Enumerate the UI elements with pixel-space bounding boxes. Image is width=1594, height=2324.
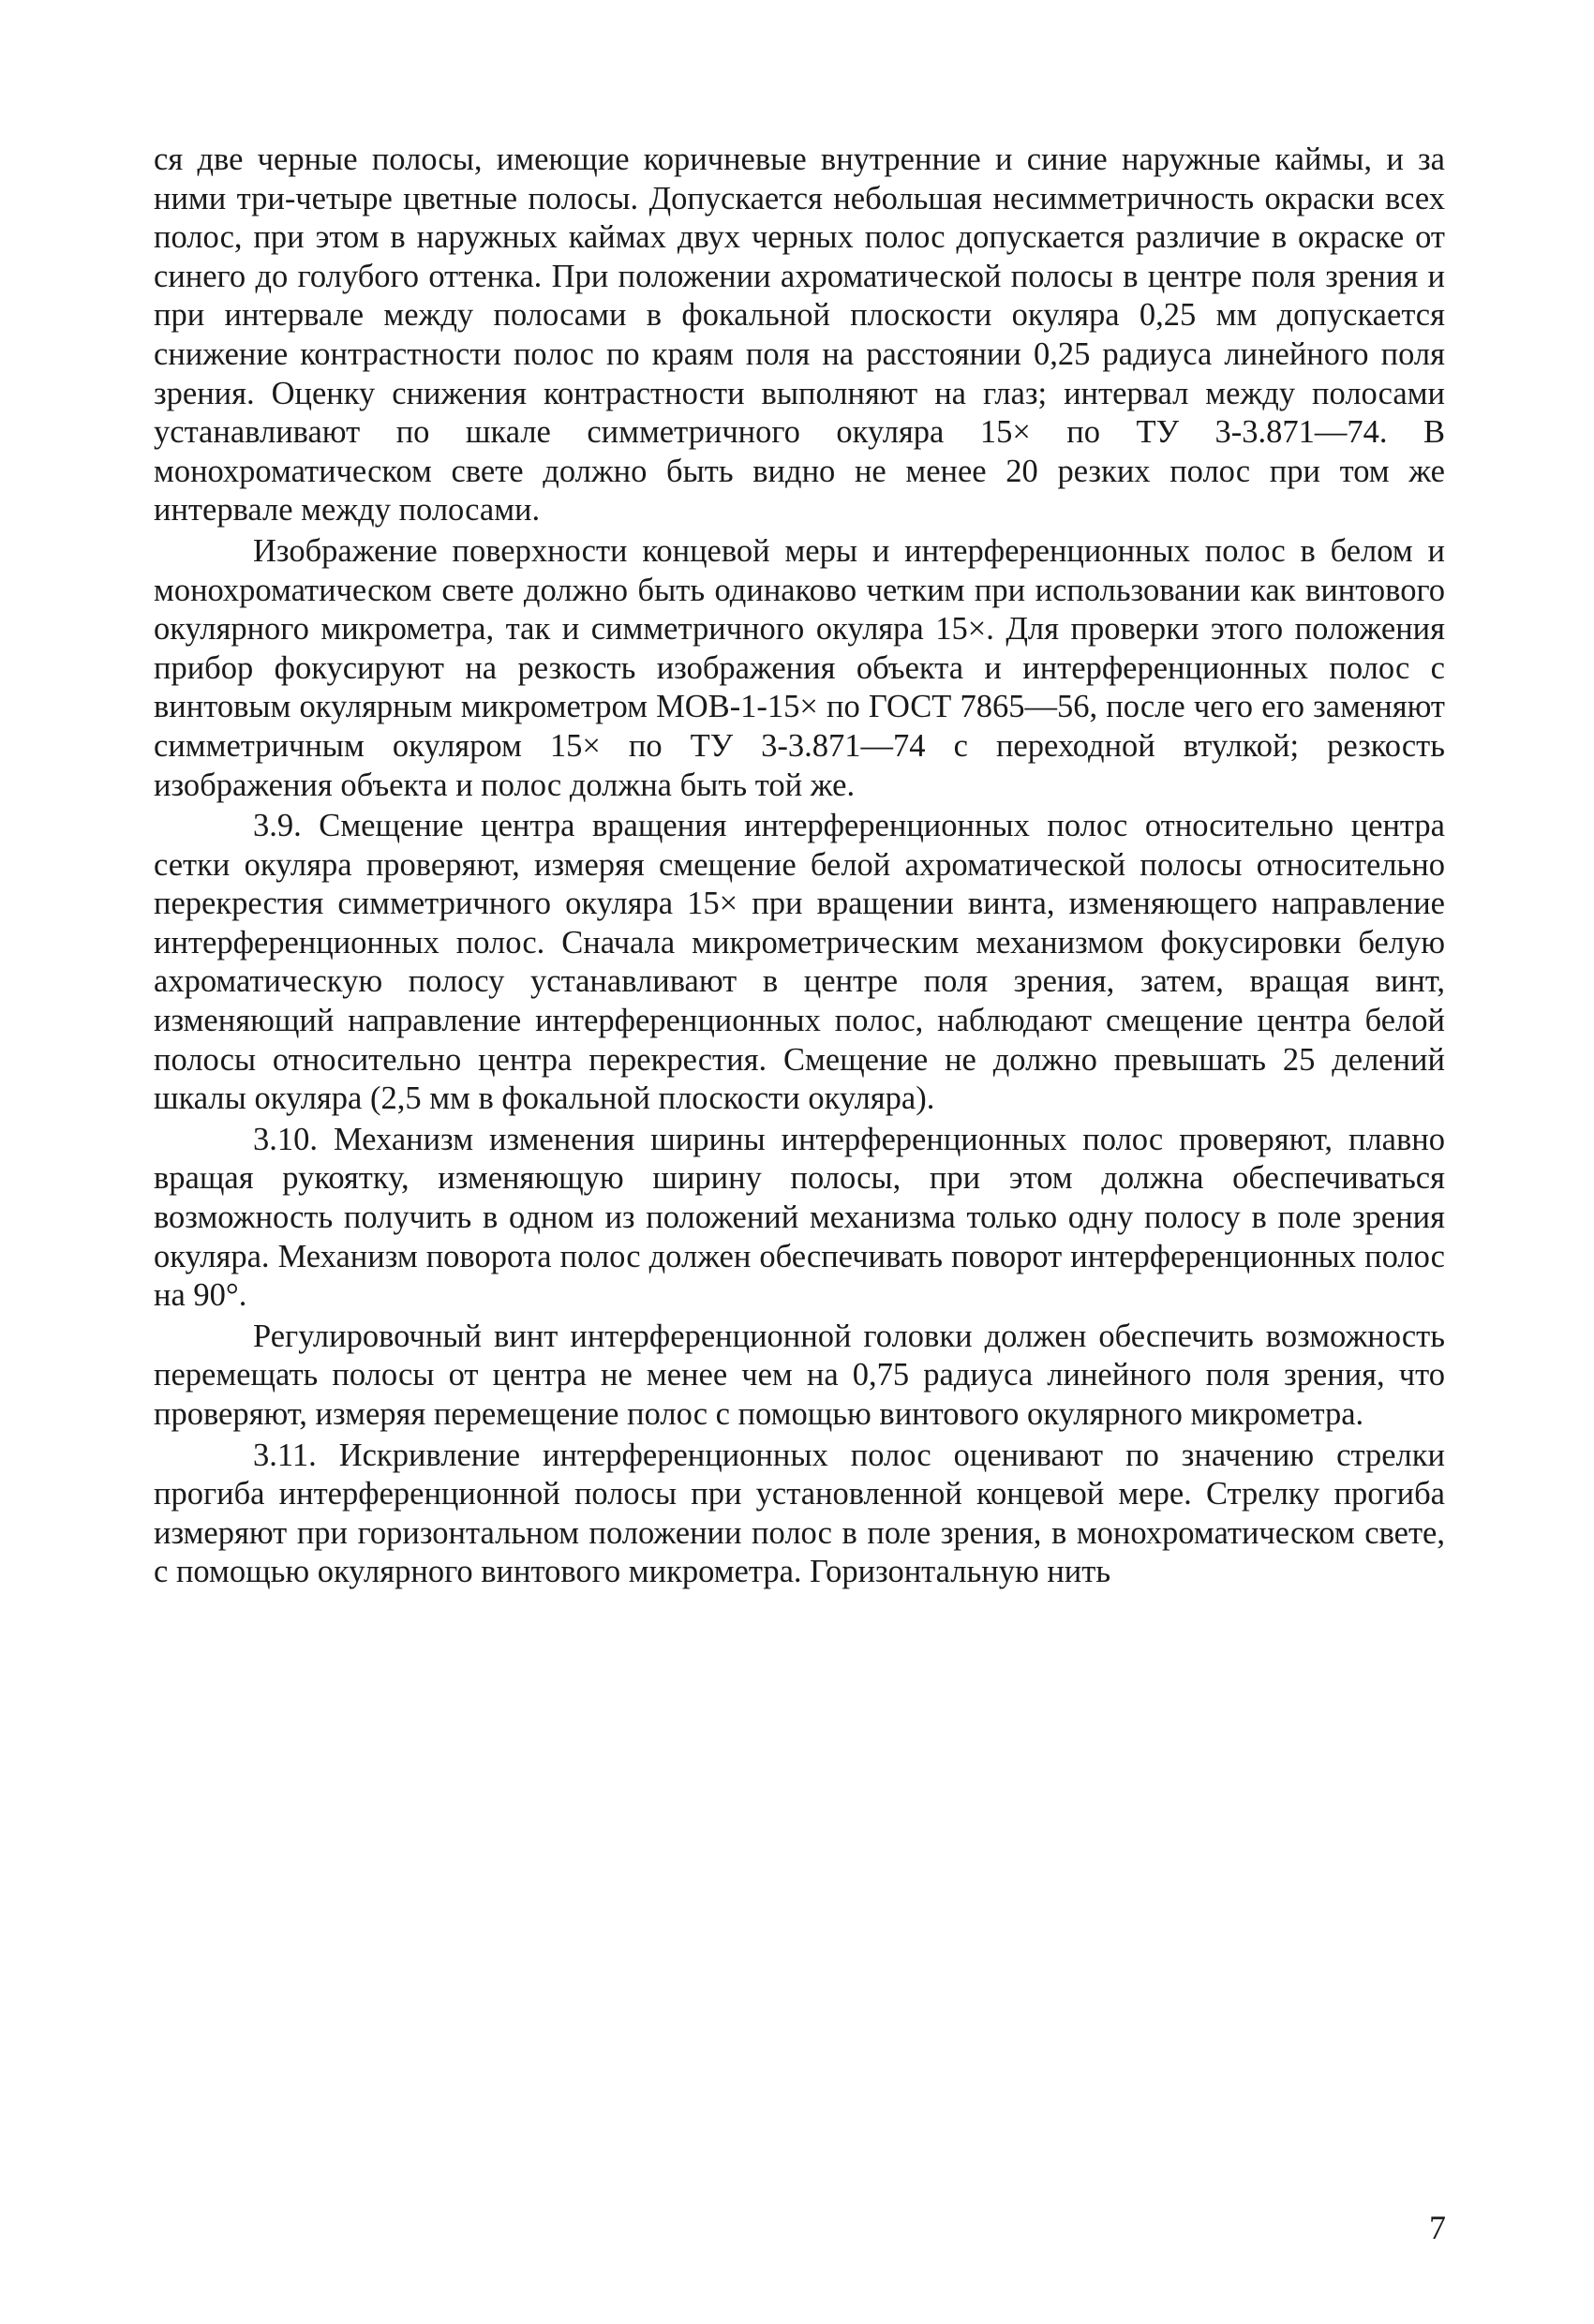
paragraph-section-3-9: 3.9. Смещение центра вращения интерференционных полос относительно центра сетки окуляра проверяют, измеряя смещение белой ахроматической полосы относительно перекрестия симметричного окуляра 15× при вращении винта, изменяющего направление интерференционных полос. Сначала микрометрическим механизмом фокусировки белую ахроматическую полосу устанавливают в центре поля зрения, затем, вращая винт, изменяющий направление интерференционных полос, наблюдают смещение центра белой полосы относительно центра перекрестия. Смещение не должно превышать 25 делений шкалы окуляра (2,5 мм в фокальной плоскости окуляра). xyxy=(154,808,1445,1117)
paragraph-image-sharpness: Изображение поверхности концевой меры и интерференционных полос в белом и монохроматическом свете должно быть одинаково четким при использовании как винтового окулярного микрометра, так и симметричного окуляра 15×. Для проверки этого положения прибор фокусируют на резкость изображения объекта и интерференционных полос с винтовым окулярным микрометром МОВ-1-15× по ГОСТ 7865—56, после чего его заменяют симметричным окуляром 15× по ТУ 3-3.871—74 с переходной втулкой; резкость изображения объекта и полос должна быть той же. xyxy=(154,532,1445,803)
paragraph-adjusting-screw: Регулировочный винт интерференционной головки должен обеспечить возможность перемещать полосы от центра не менее чем на 0,75 радиуса линейного поля зрения, что проверяют, измеряя перемещение полос с помощью винтового окулярного микрометра. xyxy=(154,1318,1445,1432)
page-body xyxy=(154,141,1445,1592)
page-number: 7 xyxy=(1429,2209,1446,2246)
paragraph-section-3-11: 3.11. Искривление интерференционных полос оценивают по значению стрелки прогиба интерференционной полосы при установленной концевой мере. Стрелку прогиба измеряют при горизонтальном положении полос в поле зрения, в монохроматическом свете, с помощью окулярного винтового микрометра. Горизонтальную нить xyxy=(154,1437,1445,1590)
paragraph-section-3-10: 3.10. Механизм изменения ширины интерференционных полос проверяют, плавно вращая рукоятку, изменяющую ширину полосы, при этом должна обеспечиваться возможность получить в одном из положений механизма только одну полосу в поле зрения окуляра. Механизм поворота полос должен обеспечивать поворот интерференционных полос на 90°. xyxy=(154,1121,1445,1314)
paragraph-continuation: ся две черные полосы, имеющие коричневые внутренние и синие наружные каймы, и за ними три-четыре цветные полосы. Допускается небольшая несимметричность окраски всех полос, при этом в наружных каймах двух черных полос допускается различие в окраске от синего до голубого оттенка. При положении ахроматической полосы в центре поля зрения и при интервале между полосами в фокальной плоскости окуляра 0,25 мм допускается снижение контрастности полос по краям поля на расстоянии 0,25 радиуса линейного поля зрения. Оценку снижения контрастности выполняют на глаз; интервал между полосами устанавливают по шкале симметричного окуляра 15× по ТУ 3-3.871—74. В монохроматическом свете должно быть видно не менее 20 резких полос при том же интервале между полосами. xyxy=(154,142,1445,529)
